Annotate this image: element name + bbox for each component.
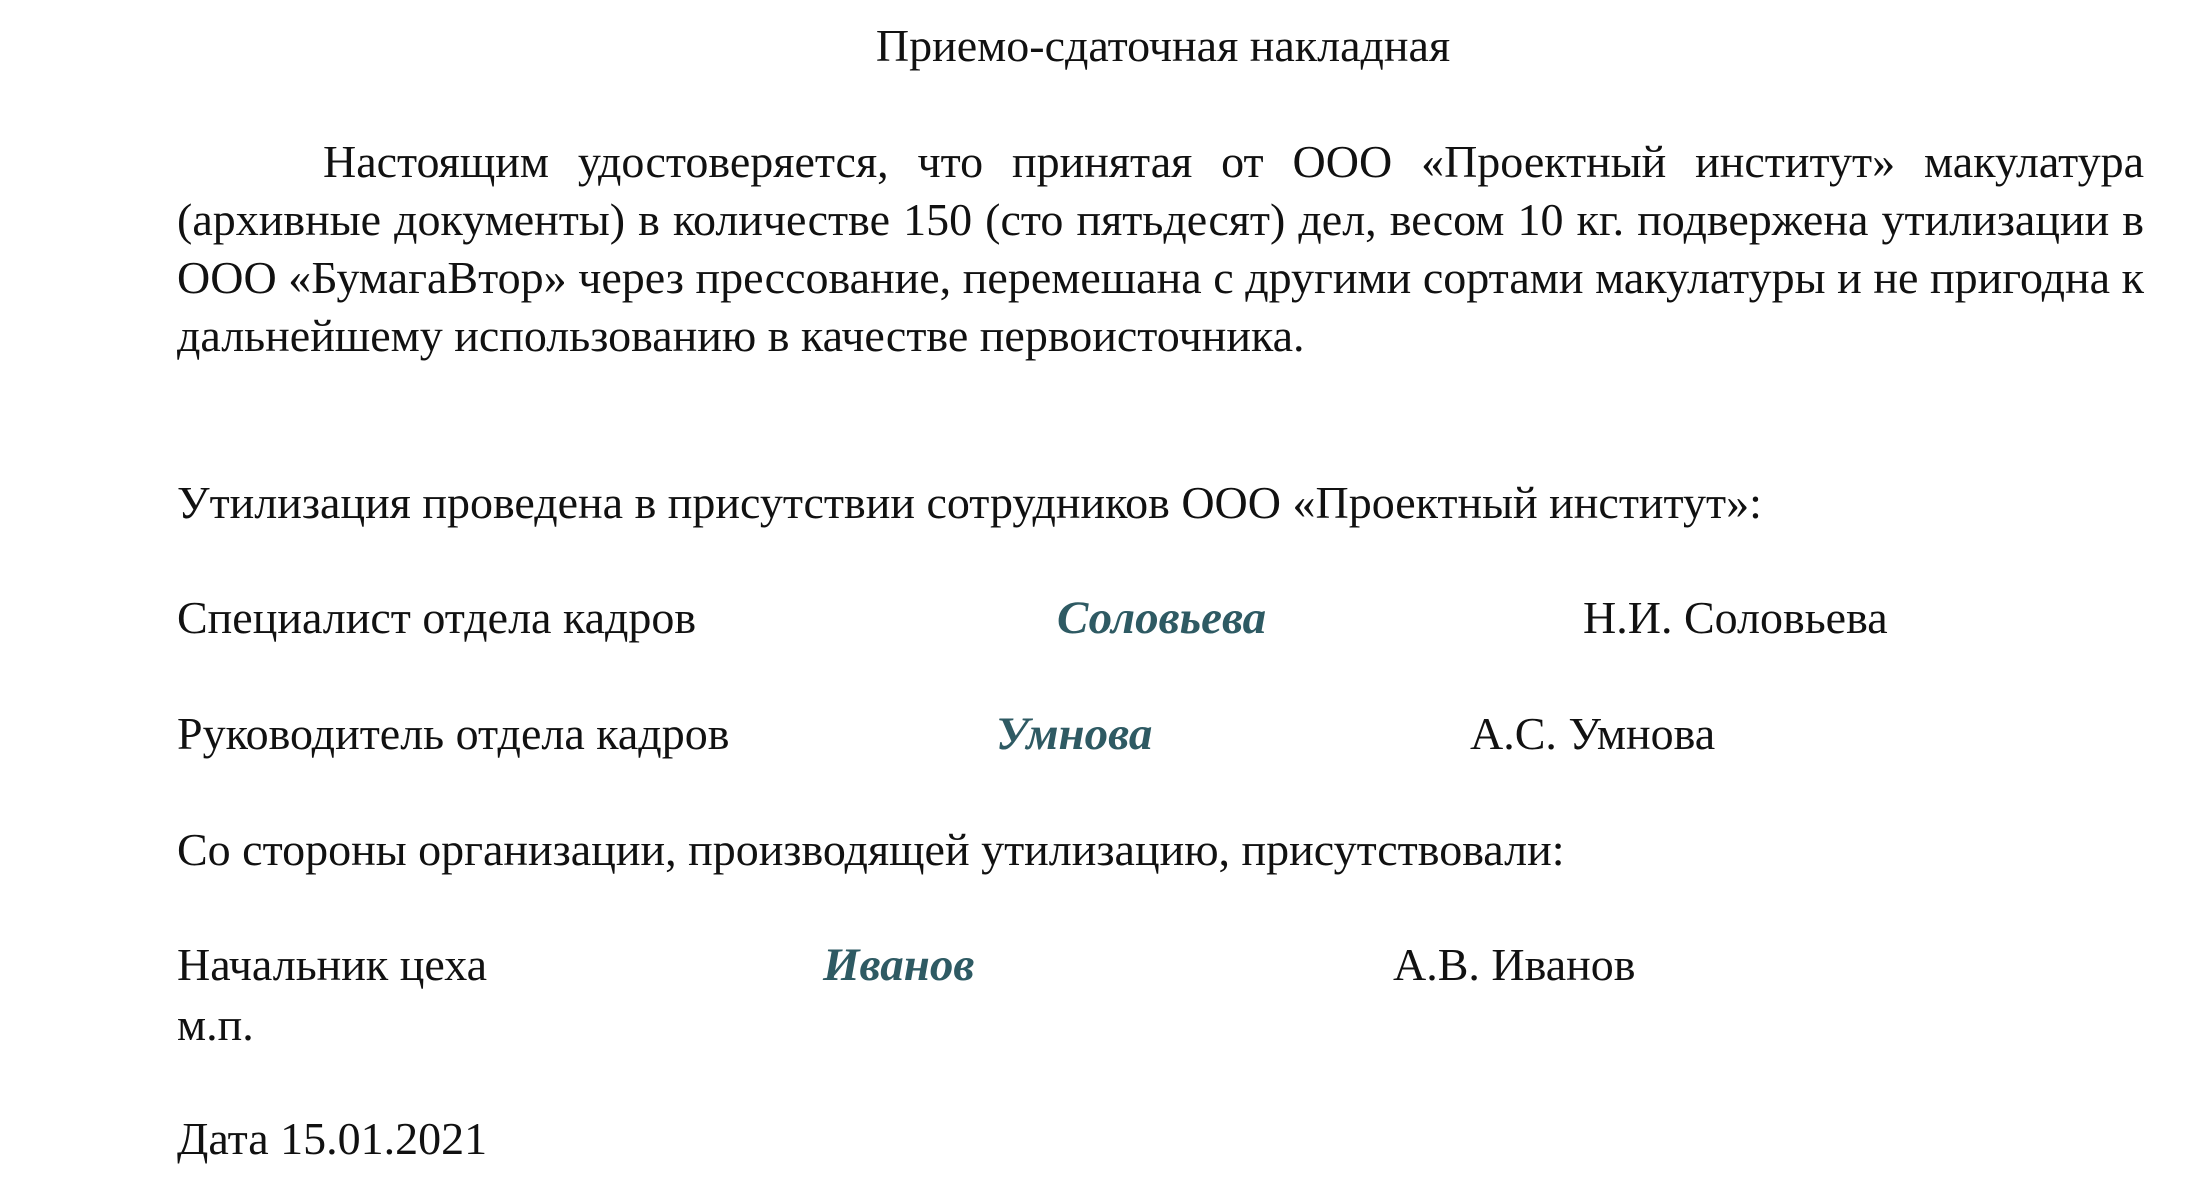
handwritten-signature: Соловьева <box>1057 592 1267 644</box>
document-title: Приемо-сдаточная накладная <box>875 20 1451 71</box>
document-date: Дата 15.01.2021 <box>177 1113 488 1164</box>
presence-institute-text: Утилизация проведена в присутствии сотрудников ООО «Проектный институт»: <box>177 477 1762 528</box>
signatory-position: Начальник цеха <box>177 939 488 990</box>
signatory-name: Н.И. Соловьева <box>1583 592 1888 643</box>
handwritten-signature: Иванов <box>823 939 975 991</box>
presence-utilizer-text: Со стороны организации, производящей утилизацию, присутствовали: <box>177 824 1565 875</box>
signatory-name: А.В. Иванов <box>1393 939 1636 990</box>
signatory-position: Руководитель отдела кадров <box>177 708 730 759</box>
handwritten-signature: Умнова <box>996 708 1153 760</box>
stamp-place: м.п. <box>177 999 254 1050</box>
signatory-position: Специалист отдела кадров <box>177 592 697 643</box>
main-paragraph: Настоящим удостоверяется, что принятая от ООО «Проектный институт» макулатура (архивные документы) в количестве 150 (сто пятьдесят) дел, весом 10 кг. подвержена утилизации в ООО «БумагаВтор» через прессование, перемешана с другими сортами макулатуры и не пригодна к дальнейшему использованию в качестве первоисточника. <box>177 136 2144 361</box>
signatory-name: А.С. Умнова <box>1470 708 1716 759</box>
